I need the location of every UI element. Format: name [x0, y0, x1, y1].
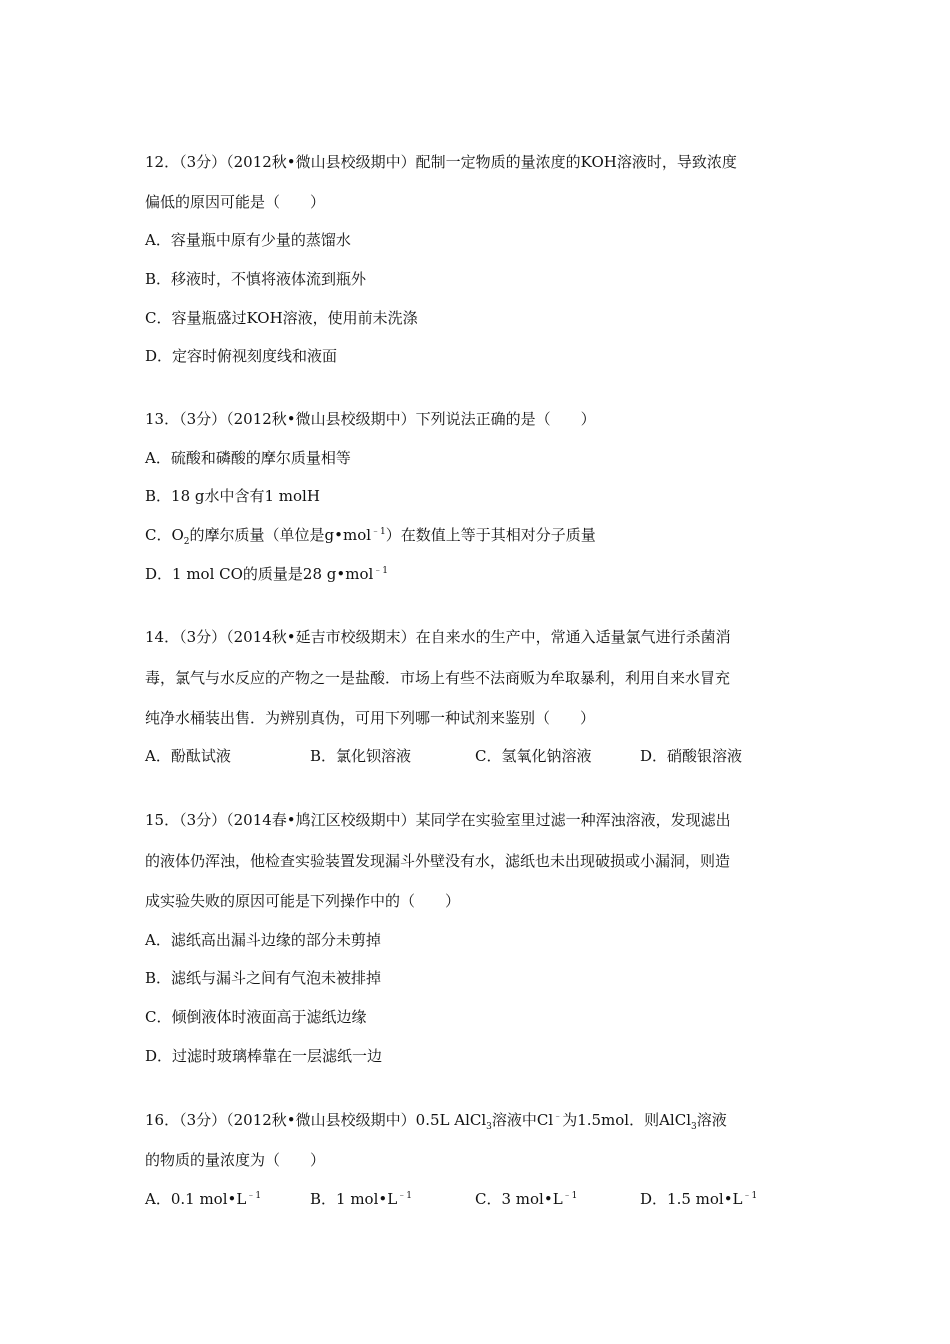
q16-option-b-superscript: ﹣1	[397, 1191, 412, 1201]
q16-options-row	[145, 1189, 785, 1209]
q16-stem-subscript-1: 3	[486, 1122, 492, 1132]
q16-option-d	[640, 1189, 757, 1209]
q13-option-d-pre: D．1 mol CO的质量是28 g•mol	[145, 565, 374, 583]
q16-option-d-superscript: ﹣1	[742, 1191, 758, 1201]
q14-option-c: C．氢氧化钠溶液	[475, 747, 592, 765]
q14-option-d: D．硝酸银溶液	[640, 747, 743, 765]
q16-stem-part-d: 溶液	[696, 1111, 727, 1129]
q16-option-a-superscript: ﹣1	[246, 1191, 262, 1201]
q13-option-c-post: ）在数值上等于其相对分子质量	[385, 526, 596, 544]
q13-option-d-superscript: ﹣1	[373, 566, 389, 576]
q14-option-b: B．氯化钡溶液	[310, 747, 412, 765]
q15-stem-line1: 15．（3分）（2014春•鸠江区校级期中）某同学在实验室里过滤一种浑浊溶液，发现滤出	[145, 811, 731, 829]
q15-option-b: B．滤纸与漏斗之间有气泡未被排掉	[145, 969, 382, 987]
q16-stem-subscript-2: 3	[691, 1122, 697, 1132]
q14-stem-line3: 纯净水桶装出售．为辨别真伪，可用下列哪一种试剂来鉴别（ ）	[145, 709, 596, 727]
q14-stem-line2: 毒，氯气与水反应的产物之一是盐酸．市场上有些不法商贩为牟取暴利，利用自来水冒充	[145, 669, 731, 687]
q14-options-row	[145, 746, 785, 766]
q12-option-c: C．容量瓶盛过KOH溶液，使用前未洗涤	[145, 309, 418, 327]
q13-option-d	[145, 564, 388, 584]
q14-stem-line1: 14．（3分）（2014秋•延吉市校级期末）在自来水的生产中，常通入适量氯气进行杀菌消	[145, 628, 731, 646]
q16-stem-line1	[145, 1110, 727, 1130]
q12-option-d: D．定容时俯视刻度线和液面	[145, 347, 338, 365]
q15-option-a: A．滤纸高出漏斗边缘的部分未剪掉	[145, 931, 381, 949]
q16-stem-part-c: 为1.5mol．则AlCl	[562, 1111, 691, 1129]
q13-option-c-superscript: ﹣1	[371, 527, 386, 537]
q16-option-c	[475, 1189, 577, 1209]
q15-stem-line2: 的液体仍浑浊，他检查实验装置发现漏斗外壁没有水，滤纸也未出现破损或小漏洞，则造	[145, 852, 731, 870]
q13-option-c	[145, 525, 596, 545]
q13-option-a: A．硫酸和磷酸的摩尔质量相等	[145, 449, 351, 467]
q12-stem-line1: 12．（3分）（2012秋•微山县校级期中）配制一定物质的量浓度的KOH溶液时，导致浓度	[145, 153, 737, 171]
q14-option-a: A．酚酞试液	[145, 747, 231, 765]
q16-option-a-text: A．0.1 mol•L	[145, 1190, 247, 1208]
q16-stem-part-a: 16．（3分）（2012秋•微山县校级期中）0.5L AlCl	[145, 1111, 487, 1129]
q12-option-b: B．移液时，不慎将液体流到瓶外	[145, 270, 367, 288]
q16-option-d-text: D．1.5 mol•L	[640, 1190, 743, 1208]
q16-stem-line2: 的物质的量浓度为（ ）	[145, 1151, 326, 1169]
q12-option-a: A．容量瓶中原有少量的蒸馏水	[145, 231, 351, 249]
q13-option-b: B．18 g水中含有1 molH	[145, 487, 320, 505]
q16-option-c-text: C．3 mol•L	[475, 1190, 563, 1208]
q16-option-c-superscript: ﹣1	[562, 1191, 578, 1201]
q13-stem-line1: 13．（3分）（2012秋•微山县校级期中）下列说法正确的是（ ）	[145, 410, 596, 428]
q16-option-b-text: B．1 mol•L	[310, 1190, 398, 1208]
q13-option-c-pre: C．O	[145, 526, 184, 544]
q15-option-c: C．倾倒液体时液面高于滤纸边缘	[145, 1008, 367, 1026]
q15-stem-line3: 成实验失败的原因可能是下列操作中的（ ）	[145, 892, 461, 910]
q12-stem-line2: 偏低的原因可能是（ ）	[145, 193, 326, 211]
q16-stem-part-b: 溶液中Cl	[491, 1111, 554, 1129]
q15-option-d: D．过滤时玻璃棒靠在一层滤纸一边	[145, 1047, 383, 1065]
q16-option-a	[145, 1189, 261, 1209]
q16-option-b	[310, 1189, 412, 1209]
q13-option-c-subscript: 2	[183, 537, 190, 547]
q16-stem-superscript: ﹣	[553, 1112, 563, 1122]
q13-option-c-mid: 的摩尔质量（单位是g•mol	[189, 526, 372, 544]
